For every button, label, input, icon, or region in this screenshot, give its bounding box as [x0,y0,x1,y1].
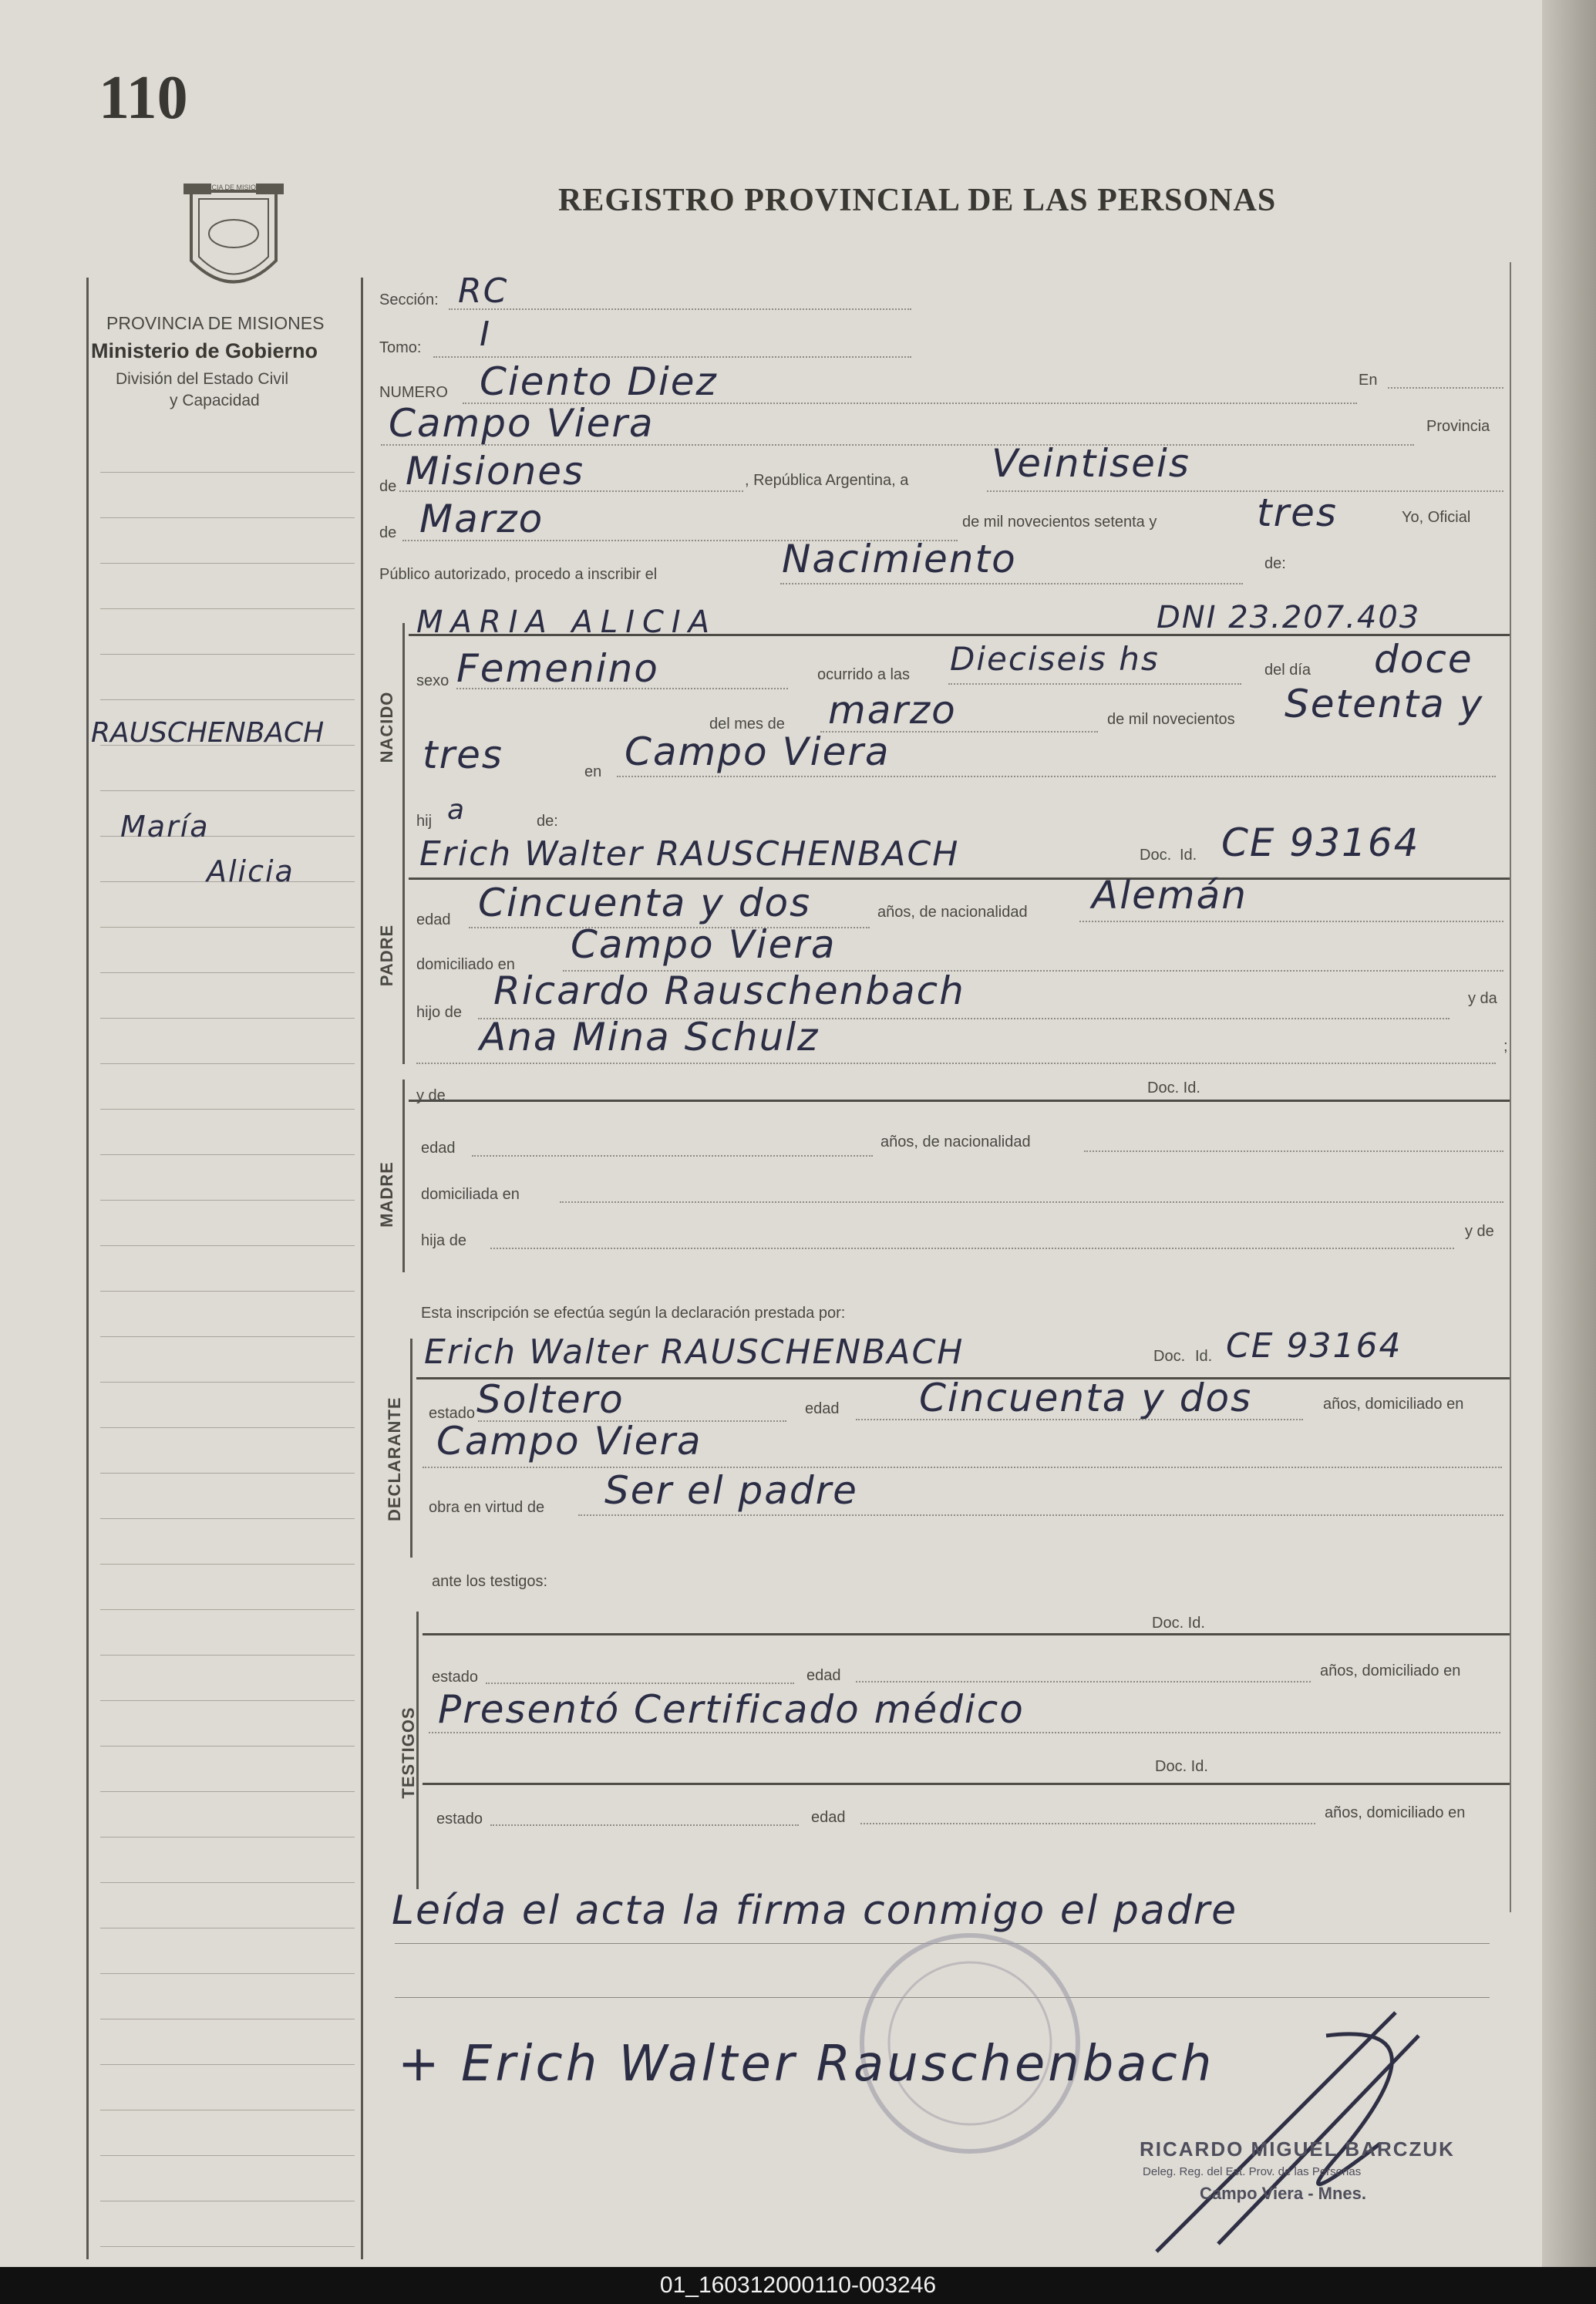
margin-ruled-line [100,654,355,655]
madre-nacionalidad-label: años, de nacionalidad [880,1133,1031,1150]
declarante-doc-value: CE 93164 [1226,1326,1402,1366]
page-edge [1542,0,1596,2267]
margin-ruled-line [100,1200,355,1201]
mes-value: marzo [828,688,957,733]
margin-ruled-line [100,1882,355,1883]
padre-domicilio-label: domiciliado en [416,956,515,973]
testigos-domicilio2-label: años, domiciliado en [1325,1804,1466,1821]
publico-label: Público autorizado, procedo a inscribir el [379,566,658,583]
padre-doc-value: CE 93164 [1221,820,1420,865]
padre-y-da-label: y da [1468,990,1497,1007]
nacido-rule [402,623,405,840]
provincia-label: Provincia [1426,418,1490,435]
dotted-line [381,444,1414,446]
testigos-estado2-label: estado [436,1811,483,1827]
dotted-line [617,776,1496,777]
page-number: 110 [99,64,188,132]
horizontal-rule [423,1633,1510,1635]
dotted-line [486,1683,794,1684]
horizontal-rule [409,634,1510,636]
margin-ruled-line [100,517,355,518]
margin-ruled-line [100,1518,355,1519]
hij-label: hij [416,813,433,830]
dotted-line [490,1824,799,1826]
de-label: de [379,478,397,495]
margin-ruled-line [100,1018,355,1019]
signature: + Erich Walter Rauschenbach [398,2036,1215,2093]
province-value: Misiones [406,449,585,493]
padre-side-label: PADRE [377,924,396,987]
padre-nacionalidad-value: Alemán [1092,873,1248,918]
declarante-obra-label: obra en virtud de [429,1499,545,1516]
year-label: de mil novecientos setenta y [962,514,1157,531]
dotted-line [472,1155,873,1157]
dotted-line [423,1467,1502,1468]
margin-ruled-line [100,1791,355,1792]
madre-doc-label: Doc. Id. [1147,1080,1200,1096]
declarante-obra-value: Ser el padre [604,1468,858,1513]
nacido-name-value: MARIA ALICIA [416,605,718,640]
ministry-name: Ministerio de Gobierno [91,339,318,362]
madre-side-label: MADRE [377,1161,396,1228]
declarante-edad-value: Cincuenta y dos [919,1376,1253,1420]
madre-hija-label: hija de [421,1232,466,1249]
numero-value: Ciento Diez [480,359,718,404]
margin-ruled-line [100,1973,355,1974]
document-title: REGISTRO PROVINCIAL DE LAS PERSONAS [558,183,1277,218]
declarante-doc-id-label: Id. [1195,1348,1213,1365]
margin-ruled-line [100,1700,355,1701]
testigos-side-label: TESTIGOS [399,1706,418,1799]
nacido-en-label: en [584,763,602,780]
margin-ruled-line [100,1336,355,1337]
declarante-domicilio-label: años, domiciliado en [1323,1396,1464,1413]
margin-ruled-line [100,1746,355,1747]
horizontal-rule [409,877,1510,880]
division-name-2: y Capacidad [170,392,260,409]
margin-ruled-line [100,1109,355,1110]
tomo-value: I [480,315,491,354]
year-value: tres [1257,490,1338,535]
dotted-line [1388,387,1503,389]
official-signature-icon [1126,1989,1450,2267]
declarante-estado-value: Soltero [476,1377,625,1422]
dotted-line [578,1514,1503,1516]
official-name: RICARDO MIGUEL BARCZUK [1140,2137,1455,2161]
place-value: Campo Viera [389,401,655,446]
margin-surname: RAUSCHENBACH [91,717,325,749]
dotted-line [987,490,1503,492]
padre-rule [402,840,405,1064]
margin-right-rule [361,278,363,2259]
padre-nacionalidad-label: años, de nacionalidad [877,904,1028,921]
nacido-dni-value: DNI 23.207.403 [1157,600,1421,635]
dotted-line [948,683,1241,685]
testigos-intro-label: ante los testigos: [432,1573,548,1590]
testigos-doc2-label: Doc. Id. [1155,1758,1208,1775]
sexo-label: sexo [416,672,450,689]
testigos-doc-label: Doc. Id. [1152,1615,1205,1632]
madre-domicilio-label: domiciliada en [421,1186,520,1203]
margin-ruled-line [100,1655,355,1656]
dotted-line [1084,1150,1503,1152]
en-label: En [1359,372,1378,389]
madre-edad-label: edad [421,1140,456,1157]
testigos-note-value: Presentó Certificado médico [438,1687,1025,1732]
nacido-side-label: NACIDO [377,691,396,763]
declarante-edad-label: edad [805,1400,840,1417]
numero-label: NUMERO [379,384,448,401]
dotted-line [399,490,743,492]
padre-mother-value: Ana Mina Schulz [480,1015,820,1059]
anio-value: Setenta y [1285,682,1484,726]
official-place: Campo Viera - Mnes. [1200,2184,1366,2203]
seccion-label: Sección: [379,291,439,308]
margin-ruled-line [100,472,355,473]
margin-ruled-line [100,927,355,928]
declarante-name-value: Erich Walter RAUSCHENBACH [424,1332,965,1372]
testigos-edad2-label: edad [811,1809,846,1826]
declarante-side-label: DECLARANTE [385,1396,404,1521]
dia-label: del día [1264,662,1311,679]
dotted-line [433,356,911,358]
act-value: Nacimiento [782,537,1017,581]
margin-ruled-line [100,1382,355,1383]
de2-label: de [379,524,397,541]
madre-y-de-label: y de [416,1087,446,1104]
declarante-intro-label: Esta inscripción se efectúa según la declaración prestada por: [421,1305,846,1322]
seal-text: PROVINCIA DE MISIONES [185,184,271,191]
padre-hijo-label: hijo de [416,1004,462,1021]
hora-value: Dieciseis hs [950,640,1160,678]
margin-ruled-line [100,699,355,700]
margin-given-name-2: Alicia [207,854,295,888]
madre-y-de2-label: y de [1465,1223,1494,1240]
mes-label: del mes de [709,716,785,733]
dotted-line [856,1419,1303,1420]
testigos-domicilio-label: años, domiciliado en [1320,1662,1461,1679]
margin-ruled-line [100,972,355,973]
seccion-value: RC [458,271,509,311]
dotted-line [416,1063,1496,1064]
margin-ruled-line [100,1245,355,1246]
margin-ruled-line [100,1063,355,1064]
dotted-line [560,1201,1503,1203]
declarante-rule [410,1339,412,1558]
declarante-domicilio-value: Campo Viera [436,1419,702,1464]
dotted-line [449,308,911,310]
division-name: División del Estado Civil [116,370,289,388]
dotted-line [456,688,788,689]
anio-value-2: tres [423,733,503,777]
padre-doc-label: Doc. [1140,847,1172,864]
dotted-line [856,1681,1311,1683]
margin-ruled-line [100,790,355,791]
testigos-estado-label: estado [432,1669,479,1686]
margin-ruled-line [100,1291,355,1292]
padre-edad-label: edad [416,911,451,928]
dotted-line [860,1823,1315,1824]
provincial-seal-icon [176,176,291,307]
padre-doc-id-label: Id. [1180,847,1197,864]
margin-ruled-line [100,2155,355,2156]
padre-name-value: Erich Walter RAUSCHENBACH [419,834,960,874]
margin-left-rule [86,278,89,2259]
margin-ruled-line [100,1609,355,1610]
declarante-doc-label: Doc. [1153,1348,1186,1365]
dotted-line [780,583,1243,584]
padre-semicolon: ; [1503,1038,1508,1055]
dotted-line [490,1248,1454,1249]
declarante-estado-label: estado [429,1405,476,1422]
margin-ruled-line [100,1564,355,1565]
dotted-line [1079,921,1503,922]
image-id-footer: 01_160312000110-003246 [0,2267,1596,2304]
tomo-label: Tomo: [379,339,422,356]
margin-ruled-line [100,563,355,564]
margin-given-name-1: María [120,810,210,844]
oficial-label: Yo, Oficial [1402,509,1471,526]
ocurrido-label: ocurrido a las [817,666,911,683]
month-value: Marzo [419,497,544,541]
sexo-value: Femenino [456,646,659,691]
dia-value: doce [1374,637,1473,682]
madre-rule [402,1080,405,1272]
margin-ruled-line [100,608,355,609]
horizontal-rule [423,1783,1510,1785]
republica-label: , República Argentina, a [745,472,909,489]
margin-ruled-line [100,1427,355,1428]
padre-domicilio-value: Campo Viera [571,922,837,967]
province-name: PROVINCIA DE MISIONES [106,313,325,333]
official-title: Deleg. Reg. del Est. Prov. de las Personas [1143,2165,1362,2178]
margin-ruled-line [100,1154,355,1155]
margin-ruled-line [100,2246,355,2247]
dotted-line [429,1732,1500,1733]
margin-ruled-line [100,2064,355,2065]
anio-label: de mil novecientos [1107,711,1235,728]
padre-edad-value: Cincuenta y dos [478,881,812,925]
testigos-edad-label: edad [806,1667,841,1684]
margin-ruled-line [100,1473,355,1474]
de3-label: de: [1264,555,1286,572]
lugar-value: Campo Viera [625,729,891,774]
hij-value: a [447,794,466,826]
nacido-de-label: de: [537,813,558,830]
horizontal-rule [409,1100,1510,1102]
day-value: Veintiseis [992,441,1190,486]
form-right-rule [1510,262,1511,1912]
padre-father-value: Ricardo Rauschenbach [493,968,965,1013]
closing-text: Leída el acta la firma conmigo el padre [392,1888,1238,1934]
